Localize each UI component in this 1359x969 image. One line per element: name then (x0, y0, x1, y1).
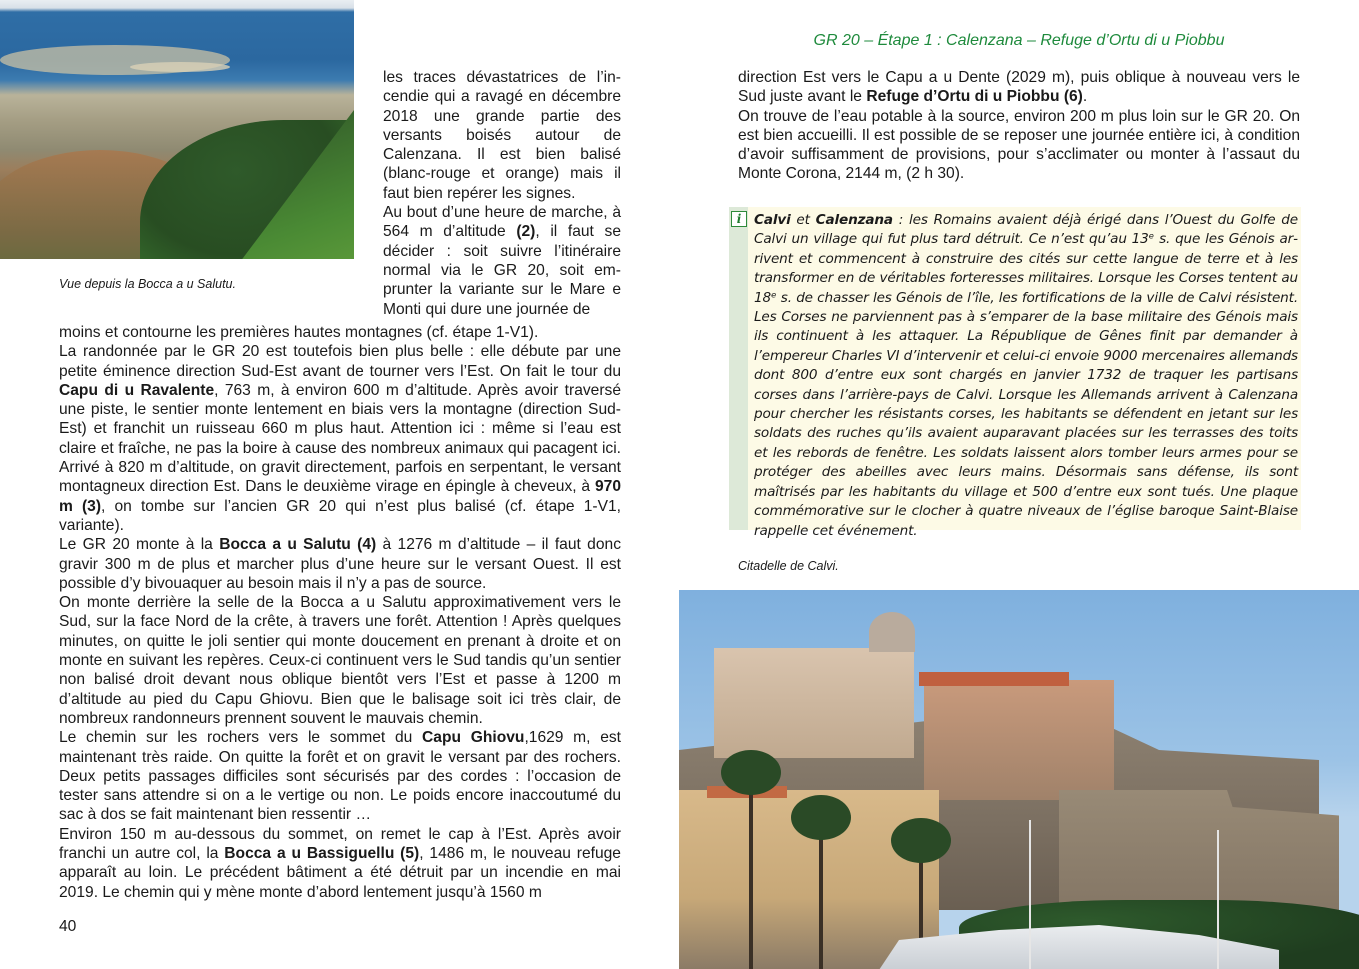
full-text-column (59, 323, 621, 902)
right-text-column (738, 68, 1300, 184)
photo-palm-crown (721, 750, 781, 795)
photo-red-roofs (919, 672, 1069, 686)
bold-text: Capu Ghiovu (422, 729, 525, 747)
photo-caption-left: Vue depuis la Bocca a u Salutu. (59, 277, 236, 291)
paragraph (59, 535, 621, 593)
narrow-text-column (383, 68, 621, 319)
text-run: , on tombe sur l’ancien GR 20 qui n’est plus balisé (cf. étape 1-V1, variante). (59, 497, 621, 534)
text-run: La randonnée par le GR 20 est toutefois bien plus belle : elle débute par une petite éminence direction Sud-Est avant de tourner vers l’Est. On fait le tour du (59, 343, 621, 380)
photo-palm-trunk (819, 820, 823, 969)
photo-peninsula (130, 62, 230, 72)
text-run: , 1486 m, le nouveau refuge apparaît au loin. Le précédent bâtiment a été détruit par un incendie en mai 2019. Le chemin qui y mène monte d’abord lentement jusqu’à 1560 m (59, 845, 621, 901)
text-run: direction Est vers le Capu a u Dente (2029 m), puis oblique à nouveau vers le Sud juste avant le (738, 69, 1300, 106)
paragraph (59, 323, 621, 342)
text-run: et (790, 212, 816, 228)
text-run: moins et contourne les premières hautes montagnes (cf. étape 1-V1). (59, 324, 539, 341)
right-page (679, 0, 1359, 969)
left-page (0, 0, 679, 969)
info-box-text (754, 211, 1298, 541)
text-run: On trouve de l’eau potable à la source, environ 200 m plus loin sur le GR 20. On est bien accueilli. Il est possible de se reposer une journée entière ici, à condition d’avoir suffisamment de provisions, pour s’acclimater ou monter à l’assaut du Monte Corona, 2144 m, (2 h 30). (738, 107, 1300, 183)
photo-church-dome (869, 612, 915, 652)
photo-mountain-view-bocca-a-u-salutu (0, 0, 354, 259)
bold-text: Calvi (754, 212, 791, 228)
text-run: les traces dévastatrices de l’incendie qui a ravagé en décembre 2018 une grande partie des versants boisés autour de Calenzana. Il est bien balisé (blanc-rouge et orange) mais il faut bien repérer les signes. (383, 69, 621, 202)
bold-text: Calenzana (815, 212, 893, 228)
text-run: On monte derrière la selle de la Bocca a u Salutu approximativement vers le Sud, sur la face Nord de la crête, à travers une forêt. Attention ! Après quelques minutes, on quitte le joli sentier qui monte doucement en prenant à droite et on monte en suivant les repères. Ceux-ci continuent vers le Sud tandis qu’un sentier non balisé droit devant nous oblique bientôt vers l’Est et passe à 1200 m d’altitude au pied du Capu Ghiovu. Bien que le balisage soit ici très clair, de nombreux randonneurs prennent souvent le mauvais chemin. (59, 594, 621, 727)
paragraph (59, 825, 621, 902)
paragraph (383, 68, 621, 203)
page-number: 40 (59, 918, 77, 935)
text-run: , il faut se décider : soit suivre l’itinéraire normal via le GR 20, soit emprunter la variante sur le Mare e Monti qui dure une journée de (383, 223, 621, 318)
text-run: Le chemin sur les rochers vers le sommet du (59, 729, 423, 747)
paragraph (59, 342, 621, 535)
text-run: à 1276 m d’altitude – il faut donc gravir 300 m de plus et marcher plus d’une heure sur le versant Ouest. Il est possible d’y bivouaquer au besoin mais il n’y a pas de source. (59, 536, 621, 592)
text-run: , 763 m, à environ 600 m d’altitude. Après avoir traversé une piste, le sentier monte lentement en biais vers la montagne (direction Sud-Est) et franchit un ruisseau 660 m plus haut. Attention ici : même si l’eau est claire et fraîche, ne pas la boire à cause des nombreux animaux qui pacagent ici. Arrivé à 820 m d’altitude, on gravit directement, parfois en serpentant, le versant montagneux direction Est. Dans le deuxième virage en épingle à cheveux, à (59, 381, 622, 496)
photo-caption-right: Citadelle de Calvi. (738, 559, 839, 573)
paragraph (383, 203, 621, 319)
photo-mast (1217, 830, 1219, 969)
text-run: Environ 150 m au-dessous du sommet, on remet le cap à l’Est. Après avoir franchi un autre col, la (59, 825, 621, 863)
photo-citadel-houses (924, 680, 1114, 800)
text-run: . (1082, 88, 1088, 106)
text-run: Le GR 20 monte à la (59, 536, 220, 554)
bold-text: Bocca a u Bassiguellu (5) (224, 845, 420, 863)
running-head: GR 20 – Étape 1 : Calenzana – Refuge d’Ortu di u Piobbu (813, 32, 1225, 49)
bold-text: Capu di u Ravalente (59, 381, 215, 399)
photo-palm-trunk (749, 780, 753, 969)
info-box-stripe (729, 207, 748, 530)
bold-text: Refuge d’Ortu di u Piobbu (6) (866, 88, 1083, 106)
text-run: Au bout d’une heure de marche, à 564 m d’altitude (383, 204, 621, 241)
text-run: ,1629 m, est maintenant très raide. On quitte la forêt et on gravit le versant par des rochers. Deux petits passages difficiles sont sécurisés par des cordes : l’occasion de tester sans attendre si on a le vertige ou non. Le poids encore inaccoutumé du sac à dos se fait maintenant bien ressentir … (59, 729, 622, 824)
bold-text: 970 m (3) (59, 478, 621, 515)
paragraph (738, 68, 1300, 107)
photo-palm-crown (891, 818, 951, 863)
photo-palm-crown (791, 795, 851, 840)
text-run: : les Romains avaient déjà érigé dans l’Ouest du Golfe de Calvi un village qui fut plus tard détruit. Ce n’est qu’au 13ᵉ s. que les Génois arrivent et commencent à construire des cités sur cette langue de terre et à les transformer en de véritables forteresses militaires. Lorsque les Corses tentent au 18ᵉ s. de chasser les Génois de l’île, les fortifications de la ville de Calvi résistent. Les Corses ne parviennent pas à s’emparer de la base militaire des Génois mais ils continuent à les attaquer. La République de Gênes finit par demander à l’empereur Charles VI d’intervenir et celui-ci envoie 9000 mercenaires allemands dont 800 d’entre eux sont chargés en janvier 1732 de traquer les partisans corses dans l’arrière-pays de Calvi. Lorsque les Allemands arrivent à Calenzana pour chercher les résistants corses, les habitants se défendent en jetant sur les soldats des ruches qu’ils avaient auparavant placées sur les terrasses des toits et les rebords de fenêtre. Les soldats laissent alors tomber leurs armes pour se protéger des abeilles avec leurs mains. Désormais sans défense, ils sont maîtrisés par les habitants du village et 500 d’entre eux sont tués. Une plaque commémorative sur le clocher à quatre niveaux de l’église baroque Saint-Blaise rappelle cet événement. (754, 212, 1298, 539)
bold-text: (2) (516, 223, 536, 241)
photo-citadelle-de-calvi (679, 590, 1359, 969)
paragraph (738, 107, 1300, 184)
paragraph (59, 593, 621, 728)
photo-mast (1029, 820, 1031, 969)
photo-citadel-palace (714, 648, 914, 758)
info-box-calvi-calenzana (729, 207, 1301, 539)
paragraph (59, 728, 621, 824)
bold-text: Bocca a u Salutu (4) (219, 536, 377, 554)
info-icon: i (731, 211, 747, 227)
